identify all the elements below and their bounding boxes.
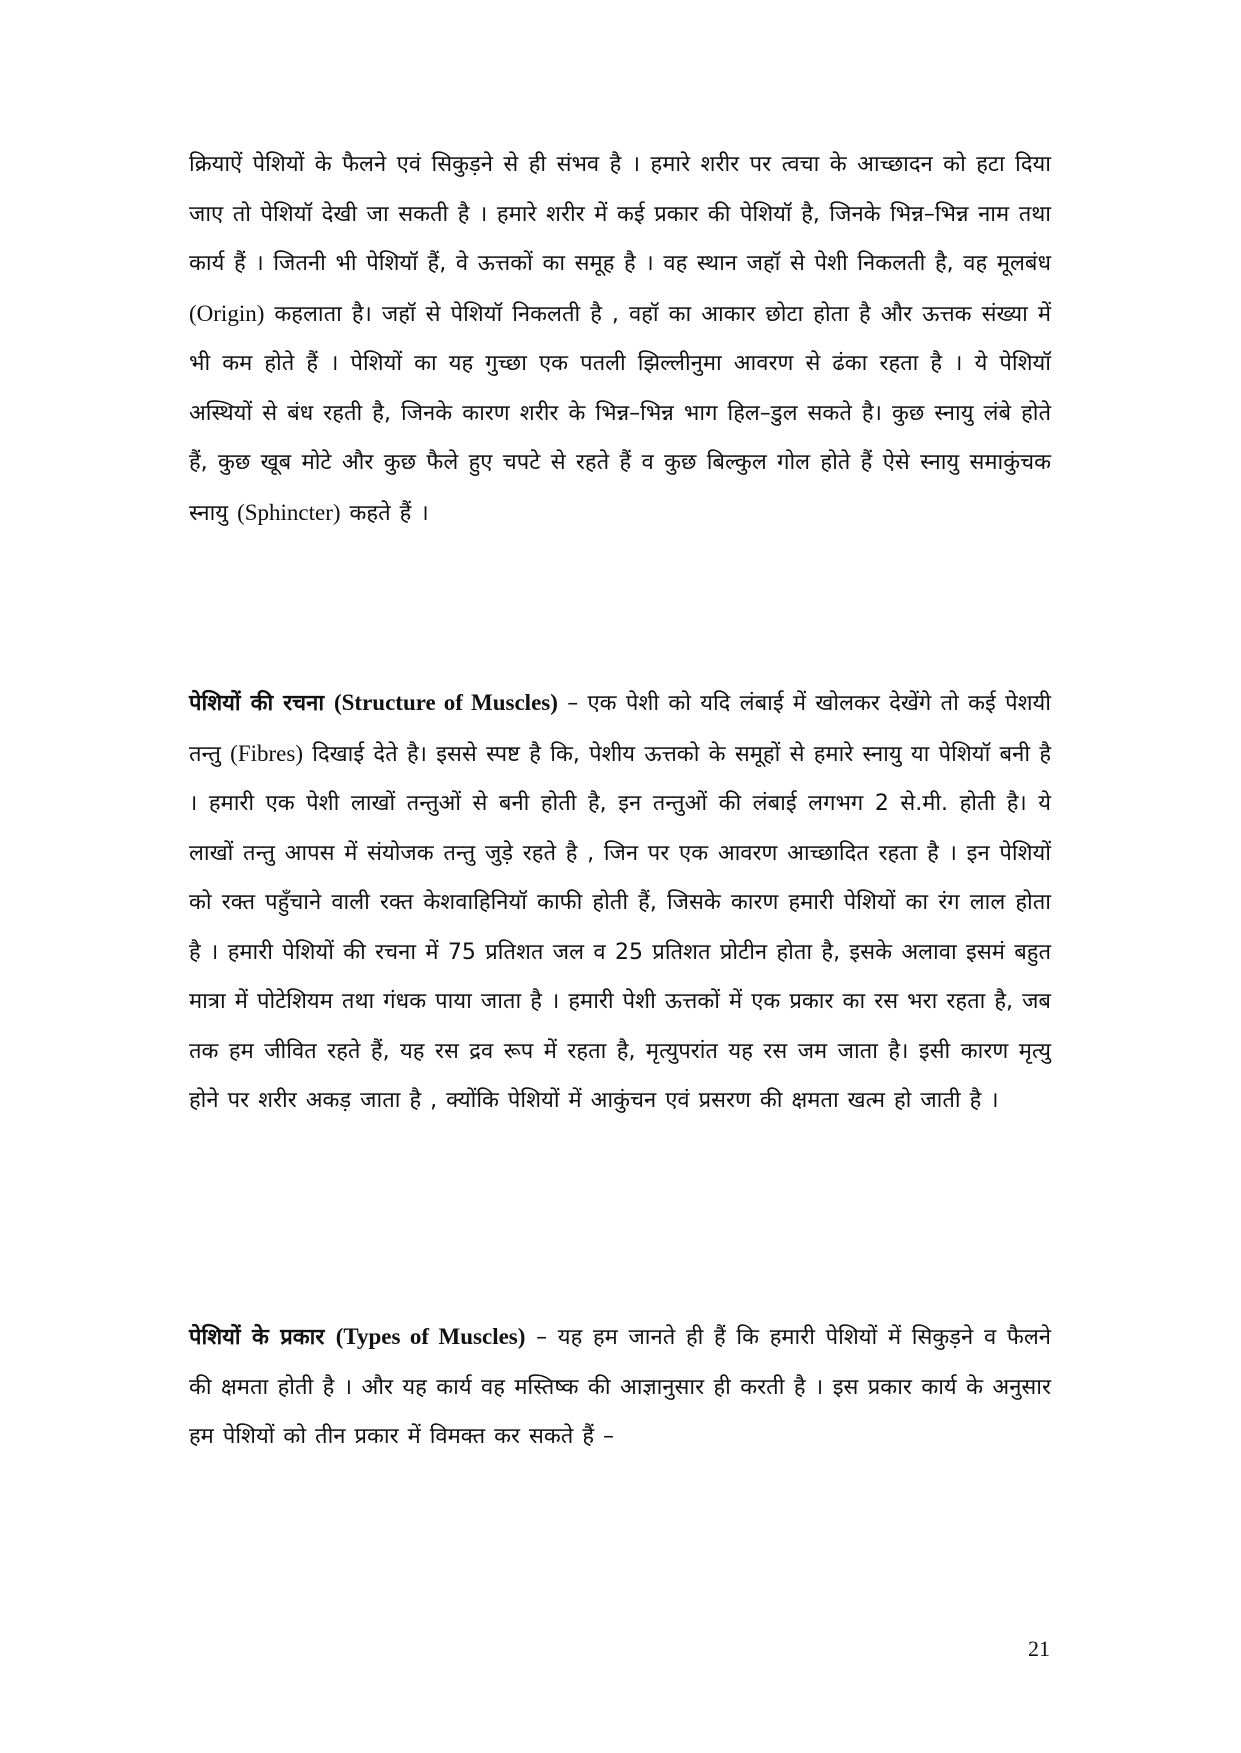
heading-types-english: (Types of Muscles): [335, 1324, 526, 1349]
heading-structure-english: (Structure of Muscles): [333, 690, 558, 715]
origin-term: (Origin): [189, 300, 265, 326]
paragraph-2-text-a: – एक पेशी को यदि लंबाई में खोलकर देखेंगे तो कई पेशयी तन्तु: [189, 691, 1052, 767]
section-heading-types: [189, 1325, 525, 1350]
heading-types-hindi: पेशियों के प्रकार: [189, 1325, 336, 1350]
page-number: 21: [1028, 1636, 1050, 1661]
paragraph-types-of-muscles: [189, 1312, 1051, 1462]
sphincter-term: (Sphincter): [237, 499, 341, 525]
fibres-term: (Fibres): [230, 740, 303, 766]
paragraph-structure-of-muscles: [189, 678, 1051, 1126]
heading-structure-hindi: पेशियों की रचना: [189, 691, 334, 716]
paragraph-1-text-a: क्रियाऐं पेशियों के फैलने एवं सिकुड़ने से ही संभव है । हमारे शरीर पर त्वचा के आच्छादन को हटा दिया जाए तो पेशियॉ देखी जा सकती है । हमारे शरीर में कई प्रकार की पेशियॉ है, जिनके भिन्न–भिन्न नाम तथा कार्य हैं । जितनी भी पेशियॉ हैं, वे ऊत्तकों का समूह है । वह स्थान जहॉ से पेशी निकलती है, वह मूलबंध: [189, 152, 1051, 276]
section-heading-structure: [189, 691, 558, 716]
paragraph-3-text-a: – यह हम जानते ही हैं कि हमारी पेशियों में सिकुड़ने व फैलने की क्षमता होती है । और यह कार्य वह मस्तिष्क की आज्ञानुसार ही करती है । इस प्रकार कार्य के अनुसार हम पेशियों को तीन प्रकार में विमक्त कर सकते हैं –: [189, 1325, 1051, 1449]
paragraph-2-text-b: दिखाई देते है। इससे स्पष्ट है कि, पेशीय ऊत्तको के समूहों से हमारे स्नायु या पेशियॉ बनी है । हमारी एक पेशी लाखों तन्तुओं से बनी होती है, इन तन्तुओं की लंबाई लगभग 2 से.मी. होती है। ये लाखों तन्तु आपस में संयोजक तन्तु जुड़े रहते है , जिन पर एक आवरण आच्छादित रहता है । इन पेशियों को रक्त पहुँचाने वाली रक्त केशवाहिनियॉ काफी होती हैं, जिसके कारण हमारी पेशियों का रंग लाल होता है । हमारी पेशियों की रचना में 75 प्रतिशत जल व 25 प्रतिशत प्रोटीन होता है, इसके अलावा इसमं बहुत मात्रा में पोटेशियम तथा गंधक पाया जाता है । हमारी पेशी ऊत्तकों में एक प्रकार का रस भरा रहता है, जब तक हम जीवित रहते हैं, यह रस द्रव रूप में रहता है, मृत्युपरांत यह रस जम जाता है। इसी कारण मृत्यु होने पर शरीर अकड़ जाता है , क्योंकि पेशियों में आकुंचन एवं प्रसरण की क्षमता खत्म हो जाती है ।: [189, 741, 1051, 1113]
paragraph-1-text-c: कहते हैं ।: [340, 500, 429, 526]
paragraph-muscle-actions: [189, 140, 1051, 538]
paragraph-1-text-b: कहलाता है। जहॉ से पेशियॉ निकलती है , वहॉ का आकार छोटा होता है और ऊत्तक संख्या में भी कम होते हैं । पेशियों का यह गुच्छा एक पतली झिल्लीनुमा आवरण से ढंका रहता है । ये पेशियॉ अस्थियों से बंध रहती है, जिनके कारण शरीर के भिन्न–भिन्न भाग हिल–डुल सकते है। कुछ स्नायु लंबे होते हैं, कुछ खूब मोटे और कुछ फैले हुए चपटे से रहते हैं व कुछ बिल्कुल गोल होते हैं ऐसे स्नायु समाकुंचक स्नायु: [189, 301, 1051, 526]
